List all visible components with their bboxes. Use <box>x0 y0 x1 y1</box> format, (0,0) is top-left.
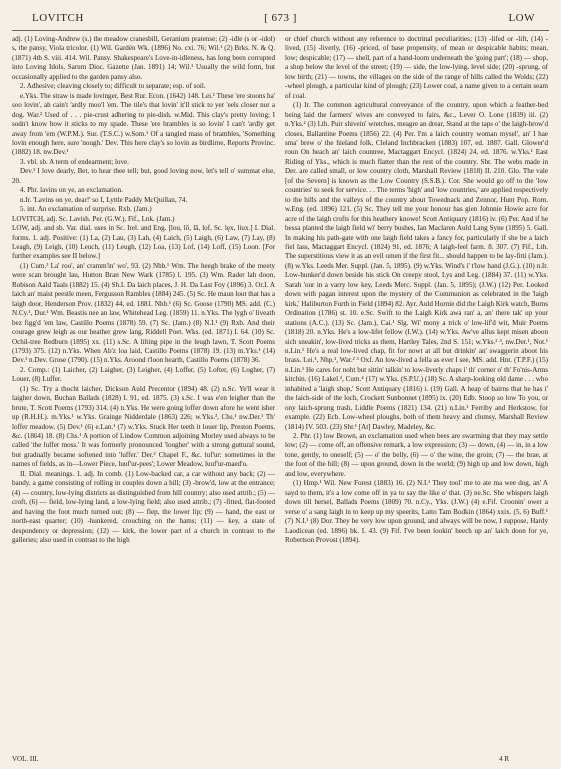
right-headword: LOW <box>508 12 535 24</box>
volume-label: VOL. III. <box>12 755 39 763</box>
text-columns <box>12 35 549 747</box>
paragraph: or chief church without any reference to doctrinal peculiarities; (13) -lifed or -lift, (14) -lived, (15) -liverly, (16) -priced, of base propensity, of mean or despicable habits; mean, low; despicable; (17) — shell, part of a hand-loom underneath the 'going part'; (18) — shop, a shop below the level of the street; (19) — side, the low-lying, level side; (20) -sprung, of low birth; (21) — towns, the villages on the side of the range of hills called the Wolds; (22) -wheel plough, a particular kind of plough; (23) Lower coal, a name given to a certain seam of coal. <box>285 35 548 100</box>
header-rule <box>12 30 549 31</box>
paragraph: (1) Ir. The common agricultural conveyance of the country, upon which a feather-bed being laid the farmers' wives are conveyed to fairs, &c., Lever O. Lone (1839) iii. (2) n.Yks.² (3) Lth. Puir shivein' wretches, meagre an drear, Stand at the taps o' the laigh-brow'd closes, Ballantine Poems (1856) 22. (4) Per. I'm a laich country woman mysel', an' I hae sma' brew o' the hieland folk, Cleland Inchbracken (1883) 107, ed. 1887. Gall. Glower'd roun On heach an' laich countree, Mactaggart Encycl. (1824) 24, ed. 1876. w.Yks.¹ East Riding of Yks., which is much flatter than the rest of the country. Shr. The webs made in Der. are called small, or low country cloth, Marshall Review (1818) II. 210. Glo. The vale [of the Severn] is known as the Low Country (S.S.B.). Cor. She would go off to the 'low countries' to seek for service. . . The terms 'high' and 'low countries,' are applied respectively to the hills and the valleys of the country about Towednack and Zennor, Hunt Pop. Rom. w.Eng. (ed. 1896) 121. (5) Sc. They tell me your honour has gien Johnnie Howie acre for acre of the laigh crofts for this heathery knowe! Scott Antiquary (1816) iv. (6) Per. And if he bessa planted the laigh field wi' berry bushes, Ian Maclaren Auld Lang Syne (1895) 5. Gall. In making his path-gate with one laigh field takes a fancy for, particularly if she be a laich fiel lass, Mactaggart Encycl. (1824) 91, ed. 1876; A laigh-feel farm. 8. 307. (7) Fif., Lth. The superstitious view it as an evil omen if the first fit... should happen to be lay-fitti (Jam.). (8) w.Yks. Leeds Mer. Suppl. (Jan. 5, 1895). (9) w.Yks. Wind's i' t'low hand (J.G.). (10) n.Ir. Low-hunker'd down beside his stick On creepy stool, Lys and Leg. (1884) 37. (11) w.Yks. Sarah 'our in a varry low key, Leeds Merc. Suppl. (Jan. 5, 1895); (J.W.) (12) Per. Looked down with pagan interest upon the mystery of the Communion as celebrated in the 'laigh kirk,' Haliburton Furth in Field (1894) 82. Ayr. Auld Hornie did the Laigh Kirk watch, Burns Ordination (1786) st. 10. e.Sc. Swift to the Laigh Kirk awa ran' a, an' there tak' up your stations (A.C.). (13) Sc. (Jam.), Cai.¹ Slg. Wi' mony a trick o' low-lif'd wit, Muir Poems (1818) 20. n.Yks. He's a low-lifet fellow (I.W.). (14) w.Yks. Aw've allus kept misen aboon sich sneakin', low-lived tricks as them, Hartley Tales, 2nd S. 151; w.Yks.² ³, nw.Der.¹, Not.¹ n.Lin.¹ He's a real low-lived chap, fit for nowt at all but drinkin' an' swaggerin aboot his brass. Lei.¹, Nhp.¹, War.² ³ Oxf. An low-lived a fella as ever I see, MS. add. Hnt. (T.P.F.) (15) n.Lin.¹ He cares for noht but sittin' talkin' to low-liverly chaps i' th' corner o' th' Fo'nis-Arms kitchin. (16) Lakel.², Cum.⁴ (17) w.Yks. (S.P.U.) (18) Sc. A sharp-looking old dame . . . who inhabited a 'laigh shop,' Scott Antiquary (1816) i. (19) Gall. A heap of bairns that he has i' the laich-side of the loch, Crockett Sunbonnet (1895) ix. (20) Edb. Stoop so low To you, or ony laich-sprung trash, Liddle Poems (1821) 134. (21) n.Lin.¹ Ferriby and Herkstow, for example. (22) Ecb. Low-wheel ploughs, both of them heavy and clumsy, Marshall Review (1814) IV. 503. (23) Shr.¹ [At] Dawley, Madeley, &c. <box>285 101 548 431</box>
right-column <box>285 35 548 747</box>
paragraph: adj. (1) Loving-Andrew (s.) the meadow cranesbill, Geranium pratense; (2) -idle (s or -idol) s, the pansy, Viola tricolor. (1) Wil. Gardén Wk. (1896) No. cxi. 76; Wil.¹ (2) Brks. N. & Q. (1871) 4th S. viii. 414. Wil. Pansy. Shakespeare's Love-in-idleness, has long been corrupted into Loving Idols, Sarum Dioc. Gazette (Jan. 1891) 14; Wil.¹ Usually the wild form, but occasionally applied to the garden pansy also. <box>12 35 275 81</box>
entry-low: LOW, adj. and sb. Var. dial. uses in Sc. Irel. and Eng. [lou, lō, lā, lof, Sc. lęx, liux.] I. Dial. forms. 1. adj. Positive: (1) La, (2) Lau, (3) Lah, (4) Laich, (5) Laigh, (6) Law, (7) Lay, (8) Leagh, (9) Leigh, (10) Leuch, (11) Leugh, (12) Loa, (13) Lof, (14) Loff, (15) Loon. [For further examples see II below.] <box>12 224 275 261</box>
paragraph: 2. Comp.: (1) Laicher, (2) Laigher, (3) Leigher, (4) Loffer, (5) Lofter, (6) Logher, (7) Louer, (8) Luffer. <box>12 365 275 384</box>
page-number: [ 673 ] <box>264 12 297 24</box>
paragraph: (1) Cum.³ La' roo', an' cramm'in' wo', 93. (2) Nhb.¹ Wm. The heegh brake of the meety were scan brought lau, Hutton Bran New Wark (1785) l. 195. (3) Wm. Rader lah doon, Robison Aald Taals (1882) 15. (4) Sh.I. Da laich places, J. H. Da Last Foy (1896) 3. Or.I. A laich an' maist peestle meen, Fergusson Rambles (1884) 245. (5) Sc. He maun lout that has a laigh door, Henderson Prov. (1832) 44, ed. 1881. Nhb.¹ (6) Sc. Goose (1790) MS. add. (C.) N.Cy.¹, Dur.¹ Wm. Beastis nee an law, Whitehead Leg. (1859) 11. n.Yks. The lygh o' liveath bez figg'd 'em law, Castillo Poems (1878) 59. (7) Sc. (Jam.) (8) N.I.¹ (9) Rxb. And their courage grew leigh as our heather grew lang, Riddell Poet. Wks. (ed. 1871) I. 64. (10) Sc. Ochil-tree Redburn (1895) xx. (11) s.Sc. A lilting pipe in the leugh lawn, T. Scott Poems (1793) 375. (12) n.Yks. When Ab'z loa laid, Castillo Poems (1878) 19. (13) m.Yks.¹ (14) Dev.¹ n.Dev. Grose (1790). (15) n.Yks. Aroond t'loon hearth, Castillo Poems (1878) 36. <box>12 261 275 365</box>
paragraph: n.Ir. 'Lavins on ye, dear!' so I, Lyttle Paddy McQuillan, 74. <box>20 195 188 204</box>
paragraph: 2. Adhesive; cleaving closely to; difficult to separate; esp. of soil. <box>20 82 206 91</box>
left-column <box>12 35 275 747</box>
paragraph: e.Yks. The straw is made lovinger, Best Rur. Econ. (1642) 148. Lei.¹ These 'ere stoons ha' soo lovin', ah cain't 'ardly moo'l 'em. The tile's that lovin' it'll stick to yer 'eels closer nur a dog. War.² Used of . . . pie-crust adhering to pie-dish. w.Mid. This clay's pretty loving; I sodn't know how it sticks to my spade. These 'ere brambles is so lovin' I can't 'ardly get away from 'em (W.P.M.). Sur. (T.S.C.) w.Som.¹ Of a tangled mass of brambles, 'Something lovin enough here, sure 'nough.' Dev. This here clay's so lovin as birdlime, Reports Provinc. (1882) 18. nw.Dev.¹ <box>12 91 275 157</box>
paragraph: II. Dial. meanings. 1. adj. In comb. (1) Low-backed car, a car without any back; (2) — bandy, a game consisting of rolling in couples down a hill; (3) -brow'd, low at the entrance; (4) — country, low-lying districts as distinguished from hill country; also used attrib.; (5) — croft, (6) — field, low-lying land, a low-lying field; also used attrib.; (7) -fitted, flat-footed and having the foot much turned out; (8) — flep, the lower lip; (9) — hand, the east or north-east quarter; (10) -hunkered, crouching on the hams; (11) — key, a state of despondency or depression; (12) — kirk, the lower part of a church in contrast to the galleries; also used in contrast to the high <box>12 469 275 545</box>
paragraph: 3. vbl. sb. A term of endearment; love. <box>20 157 129 166</box>
paragraph: Dev.¹ I love dearly, Bet, to hear thee tell; but, good loving now, let's tell o' summat else, 20. <box>12 167 275 185</box>
signature-mark: 4 R <box>499 755 509 763</box>
running-head <box>12 10 549 28</box>
paragraph: (1) Hmp.¹ Wil. New Forest (1883) 16. (2) N.I.¹ They tool' me to ate ma wee dog, an' A sayd to them, it's a low come off in ya to say the like o' that. (3) ne.Sc. She whispers laigh down till hersel, Ballads Poems (1809) 70. n.Cy., Yks. (J.W.) (4) e.Fif. Croonin' ower a verse o' a sang laigh in to keep up my speerits, Latto Tam Bodkin (1864) xxix. (5, 6) Buff.¹ (7) N.I.¹ (8) Dor. They be very low upon ground, and always will be now, I suppose, Hardy Laodicean (ed. 1896) bk. I. 43. (9) Fif. I've been lookin' heech up an' laich doon for ye, Robertson Provost (1894). <box>285 479 548 545</box>
left-headword: LOVITCH <box>32 12 84 24</box>
paragraph: 5. int. An exclamation of surprise. Rxb. (Jam.) <box>20 205 152 214</box>
paragraph: (1) Sc. Try a thocht laicher, Dickson Auld Precentor (1894) 48. (2) n.Sc. Ye'll wear it laigher down, Buchan Ballads (1828) I. 91, ed. 1875. (3) s.Sc. I was e'en leigher than the brute, T. Scott Poems (1793) 314. (4) n.Yks. He were going loffer down afore he went isher up (R.H.H.). m.Yks.¹ w.Yks. Grainge Nidderdale (1863) 226; w.Yks.³, Chs.¹ nw.Der.¹ Th' loffer meadow. (5) Dev.¹ (6) e.Lan.¹ (7) w.Yks. Stuck Her teeth it louer lip, Preston Poems, &c. (1864) 18. (8) Chs.¹ A portion of Lindow Common adjoining Morley used always to be called 'the luffer moss.' It was formerly pronounced 'lougher' with a strong guttural sound, but gradually became softened into 'luffer.' Der.² Chapel F., &c. luf'ur: sometimes in the names of fields, as in—Lower Piece, luuf'ur-pees'; Lower Meadow, luuf'ur-maed'u. <box>12 384 275 469</box>
paragraph: 4. Phr. lavins on ye, an exclamation. <box>20 186 123 195</box>
paragraph: 2. Phr. (1) low Brown, an exclamation used when bees are swarming that they may settle low; (2) — come off, an offensive remark, a low expression; (3) — down, (4) — in, in a low tone, gently, to oneself; (5) — o' the belly, (6) — o' the wine, the groin; (7) — the brae, at the foot of the hill; (8) — upon ground, down in the world; (9) high up and low down, high and low, everywhere. <box>285 432 548 478</box>
page-footer <box>12 755 549 765</box>
entry-lovitch: LOVITCH, adj. Sc. Lavish. Per. (G.W.), Fif., Lnk. (Jam.) <box>12 214 175 223</box>
